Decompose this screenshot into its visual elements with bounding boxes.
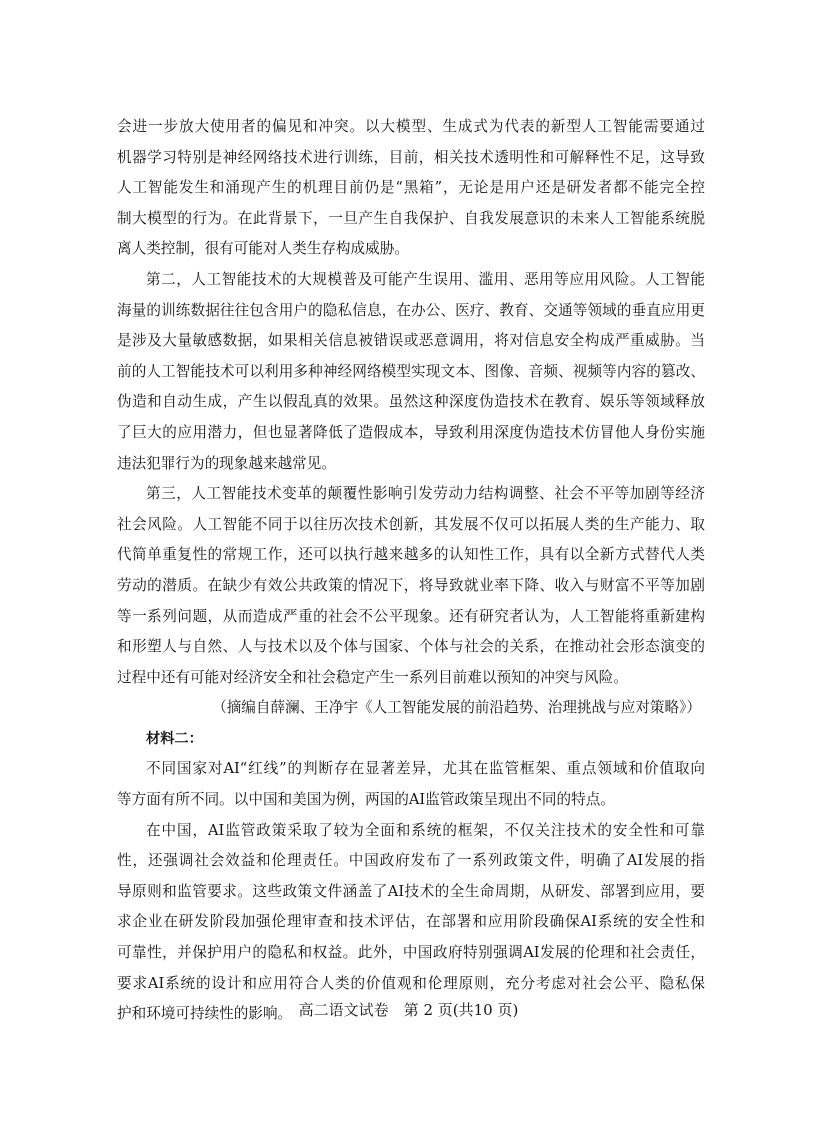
text-line: 护和环境可持续性的影响。 [117,1005,293,1023]
text-line: 违法犯罪行为的现象越来越常见。 [117,454,336,472]
text-line: 和形塑人与自然、人与技术以及个体与国家、个体与社会的关系，在推动社会形态演变的 [117,638,705,656]
text-line: 代简单重复性的常规工作，还可以执行越来越多的认知性工作，具有以全新方式替代人类 [117,546,705,564]
paragraph-start-line: 不同国家对AI“红线”的判断存在显著差异，尤其在监管框架、重点领域和价值取向 [146,760,705,778]
text-line: 过程中还有可能对经济安全和社会稳定产生一系列目前难以预知的冲突与风险。 [117,668,628,686]
text-line: 制大模型的行为。在此背景下，一旦产生自我保护、自我发展意识的未来人工智能系统脱 [117,209,705,227]
text-line: 导原则和监管要求。这些政策文件涵盖了AI技术的全生命周期，从研发、部署到应用，要 [117,882,705,900]
text-line: 了巨大的应用潜力，但也显著降低了造假成本，导致利用深度伪造技术仿冒他人身份实施 [117,423,705,441]
document-body [117,112,705,1030]
text-line: 人工智能发生和涌现产生的机理目前仍是“黑箱”，无论是用户还是研发者都不能完全控 [117,179,705,197]
text-line: 等一系列问题，从而造成严重的社会不公平现象。还有研究者认为，人工智能将重新建构 [117,607,705,625]
text-line: 前的人工智能技术可以利用多种神经网络模型实现文本、图像、音频、视频等内容的篡改、 [117,362,705,380]
text-line: 是涉及大量敏感数据，如果相关信息被错误或恶意调用，将对信息安全构成严重威胁。当 [117,332,705,350]
section-heading: 材料二： [146,730,203,747]
page-footer: 高二语文试卷 第 2 页(共10 页) [298,1001,519,1019]
text-line: 海量的训练数据往往包含用户的隐私信息，在办公、医疗、教育、交通等领域的垂直应用更 [117,301,705,319]
paragraph-start-line: 第二，人工智能技术的大规模普及可能产生误用、滥用、恶用等应用风险。人工智能 [146,270,705,288]
text-line: 劳动的潜质。在缺少有效公共政策的情况下，将导致就业率下降、收入与财富不平等加剧 [117,576,705,594]
paragraph-start-line: 在中国，AI监管政策采取了较为全面和系统的框架，不仅关注技术的安全性和可靠 [146,821,705,839]
text-line: 离人类控制，很有可能对人类生存构成威胁。 [117,240,409,258]
text-line: 性，还强调社会效益和伦理责任。中国政府发布了一系列政策文件，明确了AI发展的指 [117,852,705,870]
text-line: 求企业在研发阶段加强伦理审查和技术评估，在部署和应用阶段确保AI系统的安全性和 [117,913,705,931]
text-line: 要求AI系统的设计和应用符合人类的价值观和伦理原则，充分考虑对社会公平、隐私保 [117,974,705,992]
source-citation: （摘编自薛澜、王净宇《人工智能发展的前沿趋势、治理挑战与应对策略》） [212,699,701,717]
text-line: 等方面有所不同。以中国和美国为例，两国的AI监管政策呈现出不同的特点。 [117,791,615,809]
paragraph-start-line: 第三，人工智能技术变革的颠覆性影响引发劳动力结构调整、社会不平等加剧等经济 [146,485,705,503]
text-line: 伪造和自动生成，产生以假乱真的效果。虽然这种深度伪造技术在教育、娱乐等领域释放 [117,393,705,411]
text-line: 会进一步放大使用者的偏见和冲突。以大模型、生成式为代表的新型人工智能需要通过 [117,118,705,135]
text-line: 可靠性，并保护用户的隐私和权益。此外，中国政府特别强调AI发展的伦理和社会责任， [117,944,705,962]
text-line: 机器学习特别是神经网络技术进行训练，目前，相关技术透明性和可解释性不足，这导致 [117,148,705,166]
text-line: 社会风险。人工智能不同于以往历次技术创新，其发展不仅可以拓展人类的生产能力、取 [117,515,705,533]
